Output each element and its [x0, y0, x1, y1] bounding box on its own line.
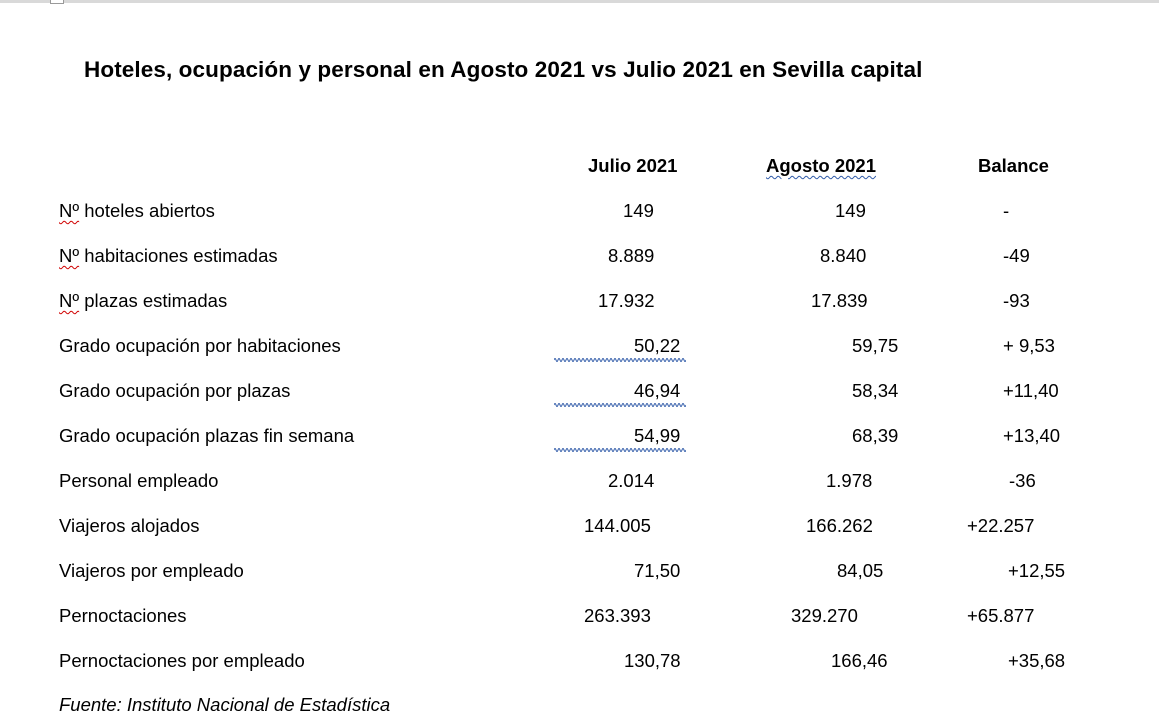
table-row	[0, 425, 1159, 455]
spellcheck-wave-mark	[554, 402, 686, 408]
page-corner-marker	[50, 0, 64, 4]
table-row	[0, 245, 1159, 275]
column-header-agosto	[766, 155, 876, 177]
row-label	[59, 290, 227, 312]
cell-balance: +12,55	[1008, 560, 1066, 581]
source-note: Fuente: Instituto Nacional de Estadística	[59, 694, 391, 715]
row-label	[59, 380, 290, 402]
row-label	[59, 650, 305, 672]
cell-julio: 8.889	[608, 245, 655, 266]
cell-balance: + 9,53	[1003, 335, 1055, 356]
row-label-prefix: Nº	[59, 290, 80, 311]
row-label	[59, 470, 218, 492]
column-header-agosto-text: Agosto 2021	[766, 155, 877, 176]
spellcheck-wave-mark	[554, 447, 686, 453]
cell-julio: 130,78	[624, 650, 681, 671]
cell-julio: 149	[623, 200, 654, 221]
row-label	[59, 605, 187, 627]
cell-balance: -36	[1009, 470, 1036, 491]
cell-julio: 71,50	[634, 560, 681, 581]
cell-balance: -49	[1003, 245, 1030, 266]
cell-agosto: 84,05	[837, 560, 884, 581]
cell-agosto: 166.262	[806, 515, 873, 536]
column-header-balance: Balance	[978, 155, 1049, 176]
page-top-border	[0, 0, 1159, 3]
table-row	[0, 335, 1159, 365]
cell-agosto: 68,39	[852, 425, 899, 446]
row-label-text: Viajeros por empleado	[59, 560, 244, 581]
column-header-julio: Julio 2021	[588, 155, 678, 176]
cell-balance: +13,40	[1003, 425, 1061, 446]
table-row	[0, 470, 1159, 500]
cell-balance: -	[1003, 200, 1010, 221]
cell-balance: +22.257	[967, 515, 1035, 536]
row-label-text: Pernoctaciones por empleado	[59, 650, 305, 671]
cell-agosto: 149	[835, 200, 866, 221]
spellcheck-wave-mark	[554, 357, 686, 363]
cell-agosto: 8.840	[820, 245, 867, 266]
cell-julio: 54,99	[634, 425, 681, 446]
cell-agosto: 17.839	[811, 290, 868, 311]
row-label	[59, 515, 200, 537]
row-label	[59, 335, 341, 357]
row-label-text: plazas estimadas	[79, 290, 228, 311]
cell-agosto: 1.978	[826, 470, 873, 491]
row-label-prefix: Nº	[59, 245, 80, 266]
cell-julio: 17.932	[598, 290, 655, 311]
row-label	[59, 245, 278, 267]
cell-julio: 2.014	[608, 470, 655, 491]
row-label-text: Grado ocupación plazas fin semana	[59, 425, 355, 446]
cell-agosto: 329.270	[791, 605, 858, 626]
cell-julio: 263.393	[584, 605, 651, 626]
cell-julio: 50,22	[634, 335, 681, 356]
cell-balance: +65.877	[967, 605, 1035, 626]
cell-julio: 144.005	[584, 515, 651, 536]
row-label	[59, 425, 354, 447]
table-row	[0, 380, 1159, 410]
table-row	[0, 560, 1159, 590]
table-row	[0, 200, 1159, 230]
cell-balance: +35,68	[1008, 650, 1066, 671]
cell-agosto: 58,34	[852, 380, 899, 401]
cell-balance: -93	[1003, 290, 1030, 311]
row-label-text: Viajeros alojados	[59, 515, 200, 536]
cell-julio: 46,94	[634, 380, 681, 401]
row-label-text: Grado ocupación por habitaciones	[59, 335, 341, 356]
table-row	[0, 650, 1159, 680]
row-label-prefix: Nº	[59, 200, 80, 221]
cell-balance: +11,40	[1003, 380, 1059, 401]
cell-agosto: 166,46	[831, 650, 888, 671]
row-label-text: Personal empleado	[59, 470, 219, 491]
table-row	[0, 290, 1159, 320]
cell-agosto: 59,75	[852, 335, 899, 356]
row-label-text: hoteles abiertos	[79, 200, 215, 221]
row-label-text: Grado ocupación por plazas	[59, 380, 291, 401]
document-title: Hoteles, ocupación y personal en Agosto 2021 vs Julio 2021 en Sevilla capital	[84, 57, 923, 82]
table-row	[0, 605, 1159, 635]
row-label	[59, 560, 244, 582]
row-label-text: habitaciones estimadas	[79, 245, 278, 266]
row-label	[59, 200, 215, 222]
table-row	[0, 515, 1159, 545]
row-label-text: Pernoctaciones	[59, 605, 187, 626]
